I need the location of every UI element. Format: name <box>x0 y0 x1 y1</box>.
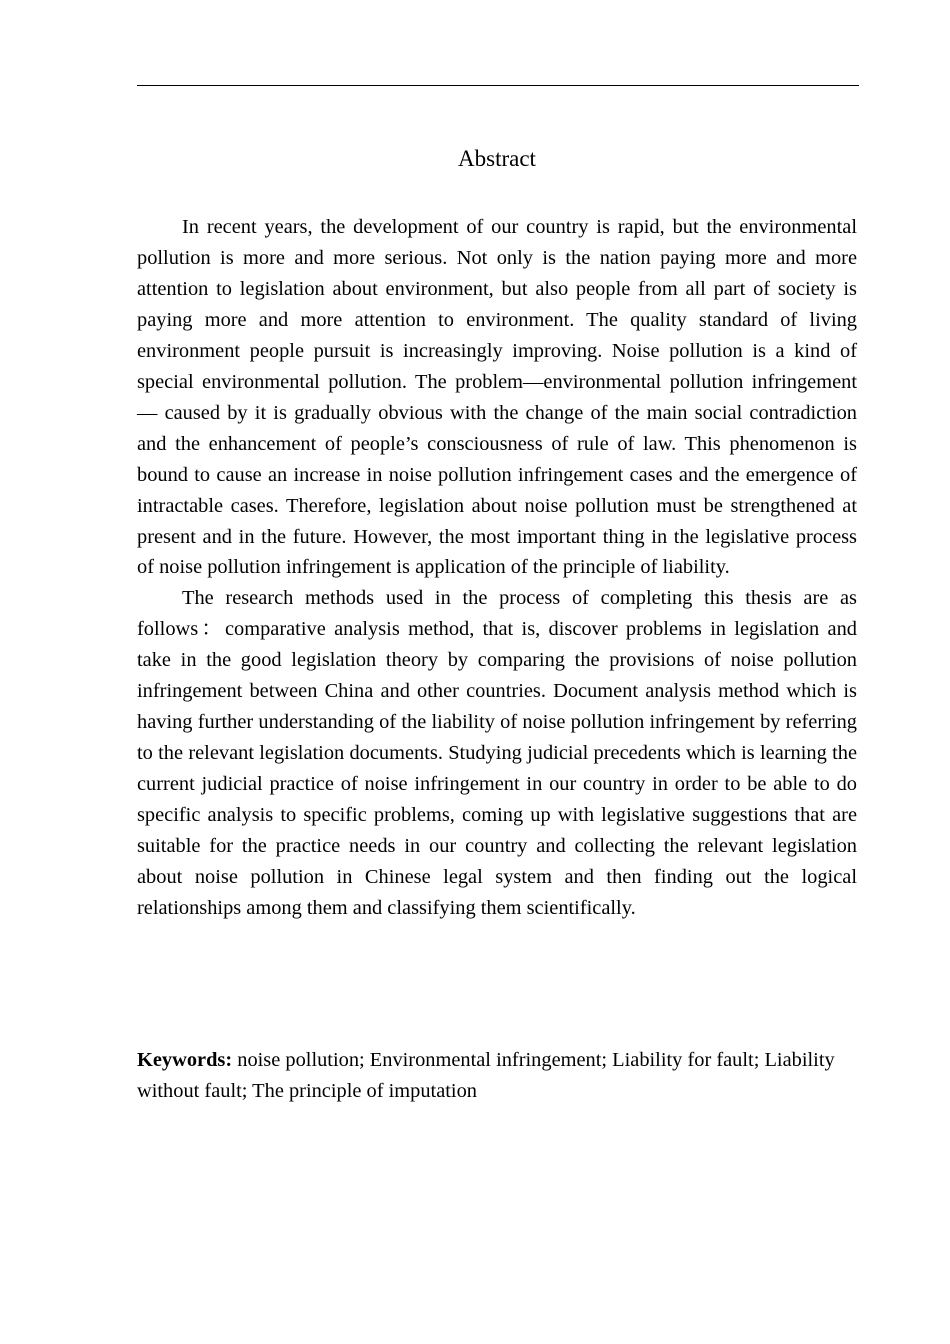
header-rule <box>137 85 859 86</box>
abstract-paragraph-1: In recent years, the development of our country is rapid, but the environmental pollution is more and more serious. Not only is the nation paying more and more attention to legislation about environment, but also people from all part of society is paying more and more attention to environment. The quality standard of living environment people pursuit is increasingly improving. Noise pollution is a kind of special environmental pollution. The problem—environmental pollution infringement — caused by it is gradually obvious with the change of the main social contradiction and the enhancement of people’s consciousness of rule of law. This phenomenon is bound to cause an increase in noise pollution infringement cases and the emergence of intractable cases. Therefore, legislation about noise pollution must be strengthened at present and in the future. However, the most important thing in the legislative process of noise pollution infringement is application of the principle of liability. <box>137 216 857 579</box>
keywords-label: Keywords: <box>137 1049 233 1071</box>
abstract-paragraph-2: The research methods used in the process of completing this thesis are as follows：comparative analysis method, that is, discover problems in legislation and take in the good legislation theory by comparing the provisions of noise pollution infringement between China and other countries. Document analysis method which is having further understanding of the liability of noise pollution infringement by referring to the relevant legislation documents. Studying judicial precedents which is learning the current judicial practice of noise infringement in our country in order to be able to do specific analysis to specific problems, coming up with legislative suggestions that are suitable for the practice needs in our country and collecting the relevant legislation about noise pollution in Chinese legal system and then finding out the logical relationships among them and classifying them scientifically. <box>137 587 857 919</box>
keywords <box>137 1045 857 1107</box>
abstract-title: Abstract <box>458 146 536 171</box>
keywords-text: noise pollution; Environmental infringement; Liability for fault; Liability without fault; The principle of imputation <box>137 1049 835 1102</box>
abstract-body <box>137 212 857 924</box>
